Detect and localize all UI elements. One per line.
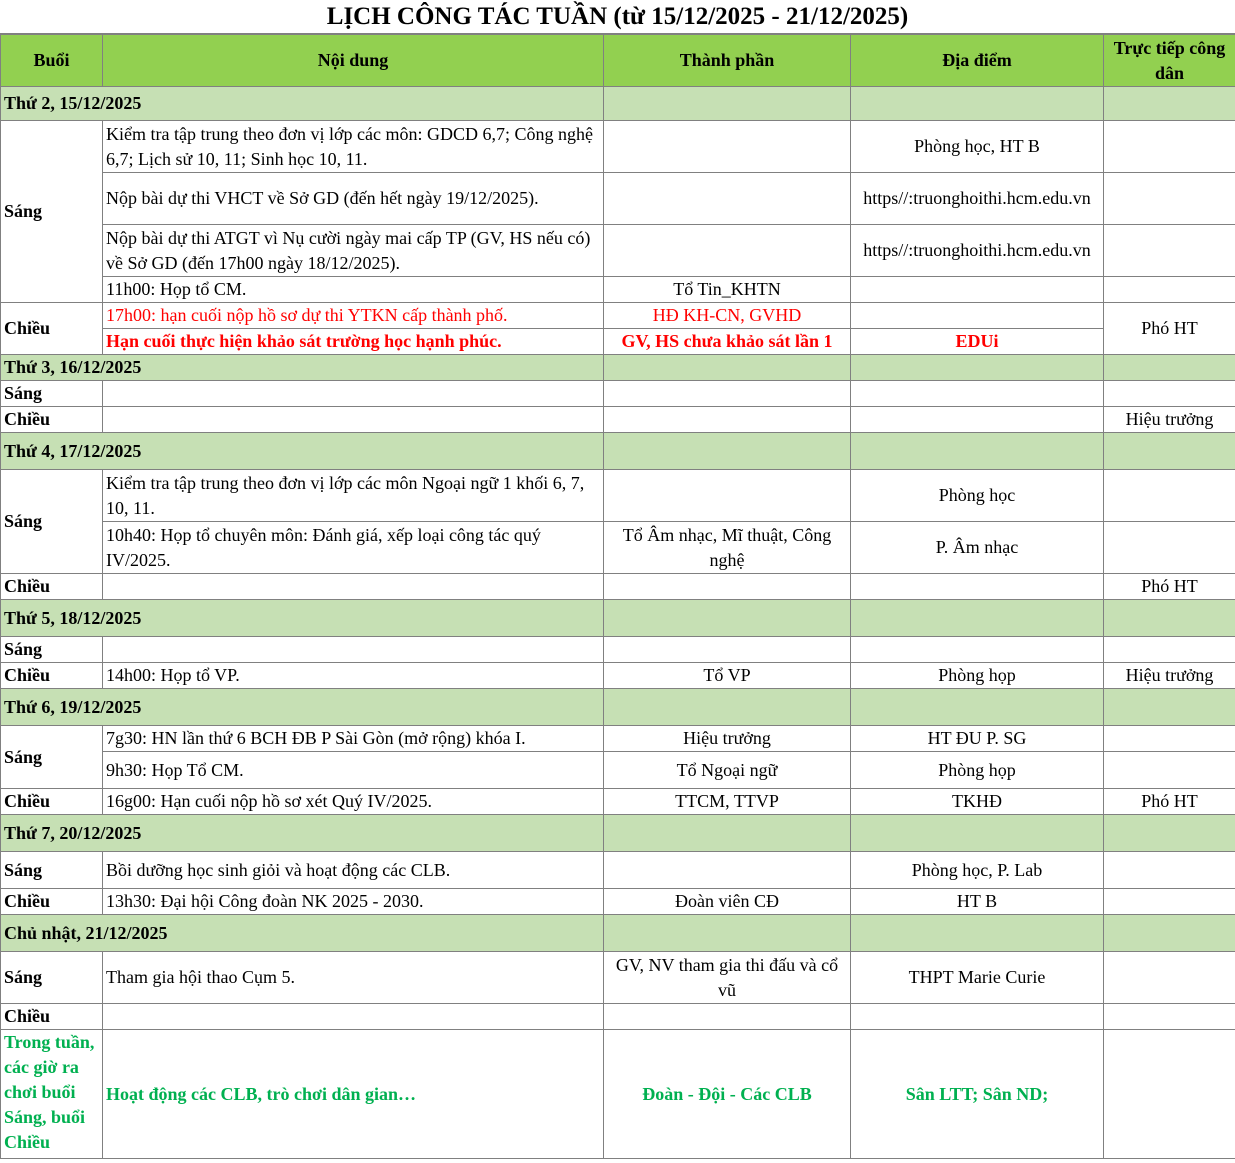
members-cell: Hiệu trưởng — [604, 726, 851, 752]
table-row — [1, 329, 1235, 355]
members-cell: Tổ VP — [604, 663, 851, 689]
table-row — [1, 121, 1235, 173]
table-row — [1, 522, 1235, 574]
duty-cell: Phó HT — [1104, 303, 1235, 355]
session-label: Chiều — [1, 789, 103, 815]
table-row — [1, 637, 1235, 663]
session-label: Chiều — [1, 1004, 103, 1030]
table-row — [1, 381, 1235, 407]
header-buoi: Buổi — [1, 35, 103, 87]
day-label: Thứ 6, 19/12/2025 — [1, 689, 604, 726]
day-row-tue — [1, 355, 1235, 381]
place-cell: THPT Marie Curie — [851, 952, 1104, 1004]
place-cell: Phòng học, P. Lab — [851, 852, 1104, 889]
place-cell: Sân LTT; Sân ND; — [851, 1030, 1104, 1159]
place-cell: https//:truonghoithi.hcm.edu.vn — [851, 225, 1104, 277]
schedule-table — [0, 34, 1235, 1159]
header-thanh-phan: Thành phần — [604, 35, 851, 87]
content-cell: Nộp bài dự thi VHCT về Sở GD (đến hết ngày 19/12/2025). — [103, 173, 604, 225]
session-label: Sáng — [1, 381, 103, 407]
table-row — [1, 470, 1235, 522]
table-row — [1, 952, 1235, 1004]
members-cell: Đoàn - Đội - Các CLB — [604, 1030, 851, 1159]
content-cell: Kiểm tra tập trung theo đơn vị lớp các môn Ngoại ngữ 1 khối 6, 7, 10, 11. — [103, 470, 604, 522]
duty-cell: Hiệu trưởng — [1104, 407, 1235, 433]
content-cell: Hạn cuối thực hiện khảo sát trường học hạnh phúc. — [103, 329, 604, 355]
day-row-thu — [1, 600, 1235, 637]
session-label: Sáng — [1, 470, 103, 574]
table-row — [1, 726, 1235, 752]
members-cell: Đoàn viên CĐ — [604, 889, 851, 915]
duty-cell: Phó HT — [1104, 574, 1235, 600]
content-cell: 10h40: Họp tổ chuyên môn: Đánh giá, xếp loại công tác quý IV/2025. — [103, 522, 604, 574]
header-row — [1, 35, 1235, 87]
table-row — [1, 303, 1235, 329]
table-row — [1, 173, 1235, 225]
members-cell: TTCM, TTVP — [604, 789, 851, 815]
session-label: Chiều — [1, 889, 103, 915]
table-row — [1, 1004, 1235, 1030]
duty-cell: Hiệu trưởng — [1104, 663, 1235, 689]
content-cell: 14h00: Họp tổ VP. — [103, 663, 604, 689]
day-label: Thứ 2, 15/12/2025 — [1, 87, 604, 121]
members-cell: Tổ Âm nhạc, Mĩ thuật, Công nghệ — [604, 522, 851, 574]
table-row — [1, 752, 1235, 789]
place-cell: HT B — [851, 889, 1104, 915]
session-label: Chiều — [1, 663, 103, 689]
session-label: Sáng — [1, 852, 103, 889]
members-cell: GV, NV tham gia thi đấu và cổ vũ — [604, 952, 851, 1004]
content-cell: 13h30: Đại hội Công đoàn NK 2025 - 2030. — [103, 889, 604, 915]
content-cell: Nộp bài dự thi ATGT vì Nụ cười ngày mai cấp TP (GV, HS nếu có) về Sở GD (đến 17h00 ngày 18/12/2025). — [103, 225, 604, 277]
table-row — [1, 789, 1235, 815]
place-cell: Phòng học — [851, 470, 1104, 522]
members-cell: Tổ Tin_KHTN — [604, 277, 851, 303]
content-cell: 11h00: Họp tổ CM. — [103, 277, 604, 303]
content-cell: Tham gia hội thao Cụm 5. — [103, 952, 604, 1004]
day-row-mon — [1, 87, 1235, 121]
day-label: Thứ 7, 20/12/2025 — [1, 815, 604, 852]
day-row-sun — [1, 915, 1235, 952]
content-cell: 9h30: Họp Tổ CM. — [103, 752, 604, 789]
table-row — [1, 889, 1235, 915]
day-row-wed — [1, 433, 1235, 470]
table-row — [1, 574, 1235, 600]
session-label: Sáng — [1, 121, 103, 303]
content-cell: 16g00: Hạn cuối nộp hồ sơ xét Quý IV/2025. — [103, 789, 604, 815]
place-cell: https//:truonghoithi.hcm.edu.vn — [851, 173, 1104, 225]
content-cell: Kiểm tra tập trung theo đơn vị lớp các môn: GDCD 6,7; Công nghệ 6,7; Lịch sử 10, 11; Sinh học 10, 11. — [103, 121, 604, 173]
place-cell: EDUi — [851, 329, 1104, 355]
session-label: Chiều — [1, 407, 103, 433]
content-cell: 7g30: HN lần thứ 6 BCH ĐB P Sài Gòn (mở rộng) khóa I. — [103, 726, 604, 752]
day-row-fri — [1, 689, 1235, 726]
day-label: Thứ 5, 18/12/2025 — [1, 600, 604, 637]
table-row — [1, 663, 1235, 689]
content-cell: 17h00: hạn cuối nộp hồ sơ dự thi YTKN cấp thành phố. — [103, 303, 604, 329]
page-title: LỊCH CÔNG TÁC TUẦN (từ 15/12/2025 - 21/12/2025) — [0, 0, 1235, 34]
content-cell: Hoạt động các CLB, trò chơi dân gian… — [103, 1030, 604, 1159]
place-cell: Phòng học, HT B — [851, 121, 1104, 173]
day-row-sat — [1, 815, 1235, 852]
session-label: Sáng — [1, 952, 103, 1004]
duty-cell: Phó HT — [1104, 789, 1235, 815]
members-cell: HĐ KH-CN, GVHD — [604, 303, 851, 329]
session-label: Chiều — [1, 574, 103, 600]
place-cell: Phòng họp — [851, 663, 1104, 689]
day-label: Thứ 4, 17/12/2025 — [1, 433, 604, 470]
place-cell: P. Âm nhạc — [851, 522, 1104, 574]
place-cell: TKHĐ — [851, 789, 1104, 815]
session-label: Chiều — [1, 303, 103, 355]
session-label: Sáng — [1, 637, 103, 663]
week-label: Trong tuần, các giờ ra chơi buổi Sáng, buổi Chiều — [1, 1030, 103, 1159]
header-noi-dung: Nội dung — [103, 35, 604, 87]
table-row — [1, 225, 1235, 277]
table-row — [1, 407, 1235, 433]
place-cell: HT ĐU P. SG — [851, 726, 1104, 752]
place-cell: Phòng họp — [851, 752, 1104, 789]
header-dia-diem: Địa điểm — [851, 35, 1104, 87]
table-row — [1, 852, 1235, 889]
week-row — [1, 1030, 1235, 1159]
session-label: Sáng — [1, 726, 103, 789]
members-cell: GV, HS chưa khảo sát lần 1 — [604, 329, 851, 355]
members-cell: Tổ Ngoại ngữ — [604, 752, 851, 789]
day-label: Chủ nhật, 21/12/2025 — [1, 915, 604, 952]
header-truc: Trực tiếp công dân — [1104, 35, 1235, 87]
day-label: Thứ 3, 16/12/2025 — [1, 355, 604, 381]
table-row — [1, 277, 1235, 303]
content-cell: Bồi dưỡng học sinh giỏi và hoạt động các CLB. — [103, 852, 604, 889]
